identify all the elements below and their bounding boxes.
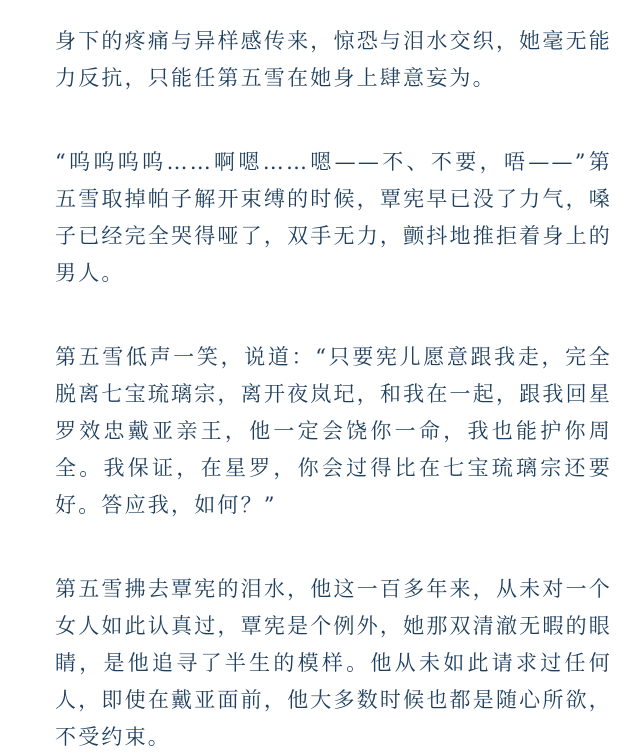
paragraph-3: 第五雪低声一笑，说道：“只要宪儿愿意跟我走，完全脱离七宝琉璃宗，离开夜岚玘，和我在一起，跟我回星罗效忠戴亚亲王，他一定会饶你一命，我也能护你周全。我保证，在星罗，你会过得比在七宝琉璃宗还要好。答应我，如何？” [55, 345, 612, 517]
paragraph-2: “呜呜呜呜……啊嗯……嗯——不、不要，唔——”第五雪取掉帕子解开束缚的时候，覃宪早已没了力气，嗓子已经完全哭得哑了，双手无力，颤抖地推拒着身上的男人。 [55, 150, 612, 285]
paragraph-4: 第五雪拂去覃宪的泪水，他这一百多年来，从未对一个女人如此认真过，覃宪是个例外，她那双清澈无暇的眼睛，是他追寻了半生的模样。他从未如此请求过任何人，即使在戴亚面前，他大多数时候也都是随心所欲，不受约束。 [55, 577, 612, 749]
paragraph-1: 身下的疼痛与异样感传来，惊恐与泪水交织，她毫无能力反抗，只能任第五雪在她身上肆意妄为。 [55, 29, 612, 90]
